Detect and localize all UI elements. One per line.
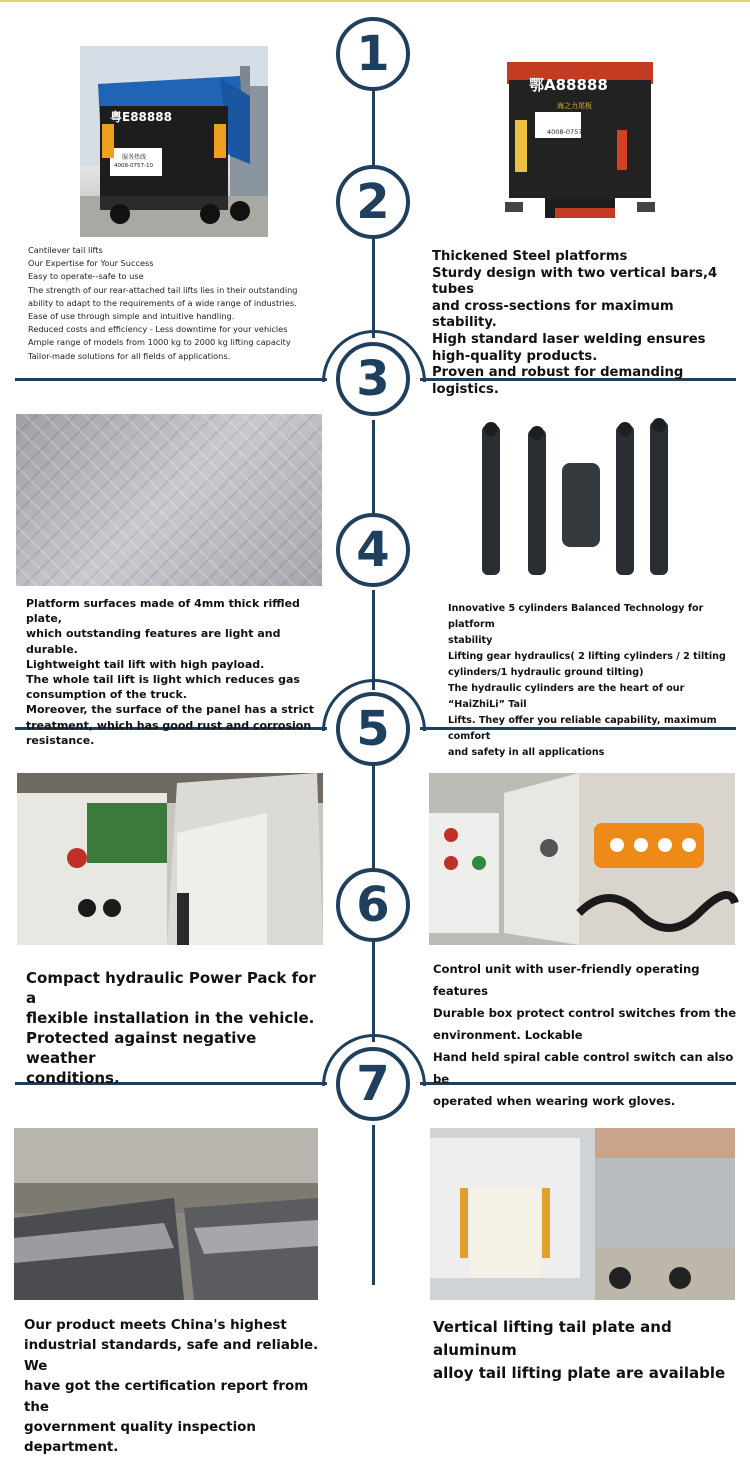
text-line: Lightweight tail lift with high payload. bbox=[26, 657, 265, 671]
text-line: and safety in all applications bbox=[448, 747, 605, 758]
text-line: have got the certification report from the bbox=[24, 1379, 309, 1415]
step-badge-2: 2 bbox=[336, 165, 410, 239]
step-badge-6: 6 bbox=[336, 868, 410, 942]
step-badge-3: 3 bbox=[336, 342, 410, 416]
truck-tail-lift-photo bbox=[80, 46, 268, 237]
section-3-left-text bbox=[26, 596, 326, 748]
timeline-spine bbox=[372, 940, 375, 1042]
text-line: operated when wearing work gloves. bbox=[433, 1094, 676, 1108]
vertical-lift-trucks-photo bbox=[430, 1128, 735, 1300]
timeline-spine bbox=[372, 238, 375, 338]
text-line: industrial standards, safe and reliable. We bbox=[24, 1338, 319, 1374]
factory-plates-photo bbox=[14, 1128, 318, 1300]
text-line: flexible installation in the vehicle. bbox=[26, 1009, 315, 1027]
top-accent-line bbox=[0, 0, 750, 2]
steel-platform-photo bbox=[505, 60, 655, 225]
section-5-right-text bbox=[433, 958, 743, 1112]
text-line: Sturdy design with two vertical bars,4 tubes bbox=[432, 265, 718, 298]
text-line: Control unit with user-friendly operating features bbox=[433, 962, 700, 998]
text-line: which outstanding features are light and durable. bbox=[26, 627, 281, 656]
section-1-left-text bbox=[28, 244, 328, 363]
text-line: Durable box protect control switches from the bbox=[433, 1006, 737, 1020]
section-7-right-text bbox=[433, 1316, 743, 1385]
text-line: High standard laser welding ensures bbox=[432, 331, 706, 347]
text-line: conditions. bbox=[26, 1069, 120, 1087]
text-line: Ample range of models from 1000 kg to 2000 kg lifting capacity bbox=[28, 337, 291, 348]
text-line: Our Expertise for Your Success bbox=[28, 258, 154, 269]
text-line: Platform surfaces made of 4mm thick riffled plate, bbox=[26, 597, 300, 626]
step-badge-5: 5 bbox=[336, 692, 410, 766]
truck-phone-text: 4008-0757-10 bbox=[114, 163, 153, 169]
power-pack-photo bbox=[17, 773, 323, 945]
text-line: Our product meets China's highest bbox=[24, 1318, 287, 1333]
text-line: treatment, which has good rust and corrosion bbox=[26, 718, 312, 732]
timeline-spine bbox=[372, 420, 375, 520]
text-line: Lifting gear hydraulics( 2 lifting cylinders / 2 tilting bbox=[448, 651, 726, 662]
text-line: The hydraulic cylinders are the heart of our “HaiZhiLi” Tail bbox=[448, 683, 685, 710]
step-badge-1: 1 bbox=[336, 17, 410, 91]
timeline-spine bbox=[372, 590, 375, 690]
text-line: Hand held spiral cable control switch can also be bbox=[433, 1050, 734, 1086]
text-line: Cantilever tail lifts bbox=[28, 245, 103, 255]
text-line: high-quality products. bbox=[432, 348, 598, 364]
section-3-right-text bbox=[448, 601, 738, 761]
hydraulic-cylinders-photo bbox=[470, 415, 690, 587]
text-line: The whole tail lift is light which reduces gas bbox=[26, 673, 300, 687]
truck-phone-text: 4008-0757-10 bbox=[547, 128, 594, 136]
section-1-right-text bbox=[432, 249, 742, 398]
text-line: Innovative 5 cylinders Balanced Technology for platform bbox=[448, 603, 704, 630]
control-unit-photo bbox=[429, 773, 735, 945]
text-line: Tailor-made solutions for all fields of applications. bbox=[28, 350, 231, 361]
timeline-spine bbox=[372, 765, 375, 870]
step-badge-4: 4 bbox=[336, 513, 410, 587]
step-badge-7: 7 bbox=[336, 1047, 410, 1121]
text-line: and cross-sections for maximum stability. bbox=[432, 298, 674, 331]
text-line: Ease of use through simple and intuitive handling. bbox=[28, 311, 235, 322]
section-divider bbox=[15, 378, 327, 381]
text-line: ability to adapt to the requirements of a wide range of industries. bbox=[28, 297, 297, 308]
truck-plate-text: 粤E88888 bbox=[110, 110, 172, 124]
truck-sign-text: 海之力尾板 bbox=[557, 102, 592, 110]
text-line: Compact hydraulic Power Pack for a bbox=[26, 969, 316, 1007]
section-5-left-text bbox=[26, 968, 326, 1088]
text-line: Lifts. They offer you reliable capability, maximum comfort bbox=[448, 715, 717, 742]
timeline-spine bbox=[372, 1125, 375, 1285]
text-line: Thickened Steel platforms bbox=[432, 249, 628, 264]
text-line: The strength of our rear-attached tail lifts lies in their outstanding bbox=[28, 284, 298, 295]
text-line: environment. Lockable bbox=[433, 1028, 583, 1042]
text-line: alloy tail lifting plate are available bbox=[433, 1364, 726, 1382]
truck-plate-text: 鄂A88888 bbox=[529, 76, 608, 94]
text-line: cylinders/1 hydraulic ground tilting) bbox=[448, 667, 644, 678]
text-line: resistance. bbox=[26, 733, 95, 747]
text-line: Vertical lifting tail plate and aluminum bbox=[433, 1318, 672, 1359]
text-line: government quality inspection department. bbox=[24, 1420, 256, 1456]
text-line: stability bbox=[448, 635, 493, 646]
plate-texture bbox=[16, 414, 322, 586]
truck-service-text: 服务热线 bbox=[122, 154, 147, 161]
timeline-spine bbox=[372, 90, 375, 168]
text-line: Moreover, the surface of the panel has a strict bbox=[26, 703, 314, 717]
section-7-left-text bbox=[24, 1316, 334, 1459]
text-line: Protected against negative weather bbox=[26, 1029, 257, 1067]
text-line: Proven and robust for demanding logistics. bbox=[432, 365, 684, 397]
riffled-plate-photo bbox=[16, 414, 322, 586]
text-line: Reduced costs and efficiency - Less downtime for your vehicles bbox=[28, 324, 288, 335]
text-line: Easy to operate--safe to use bbox=[28, 271, 144, 282]
text-line: consumption of the truck. bbox=[26, 688, 187, 702]
